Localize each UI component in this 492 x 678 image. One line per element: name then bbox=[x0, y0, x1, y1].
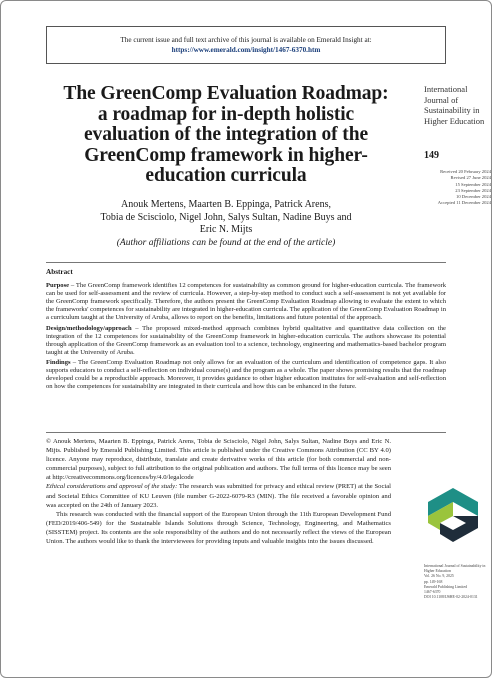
author-list bbox=[58, 199, 394, 237]
abstract-section bbox=[46, 268, 446, 393]
authors-line: Tobia de Scisciolo, Nigel John, Salys Sultan, Nadine Buys and bbox=[100, 211, 352, 223]
license-section bbox=[46, 437, 391, 546]
history-accepted: Accepted 11 December 2024 bbox=[437, 200, 491, 206]
authors-line: Anouk Mertens, Maarten B. Eppinga, Patrick Arens, bbox=[121, 199, 331, 210]
ethics-text: The research was submitted for privacy and ethical review (PRET) at the Social and Societal Ethics Committee of KU Leuven (file number G-2022-6079-R3 (MIN). The file received a favorable opinion and was accepted on the 24th of January 2023. bbox=[46, 483, 391, 509]
journal-name: International Journal of Sustainability in Higher Education bbox=[424, 84, 485, 126]
ethics-statement bbox=[46, 482, 391, 509]
authors-line: Eric N. Mijts bbox=[199, 224, 253, 235]
journal-url-link[interactable]: https://www.emerald.com/insight/1467-6370.htm bbox=[171, 46, 321, 54]
history-received: Received 20 February 2024 bbox=[440, 169, 491, 174]
access-notice-text: The current issue and full text archive of this journal is available on Emerald Insight at: bbox=[120, 36, 372, 44]
findings-label: Findings bbox=[46, 358, 71, 366]
imprint-journal: International Journal of Sustainability in Higher Education bbox=[424, 564, 486, 574]
funding-statement: This research was conducted with the financial support of the European Union through the 11th European Development Fund (FED/2019/406-549) for the Sustainable Islands Solutions through Science, Technology, Engineering, and Mathematics (SISSTEM) project. Its contents are the sole responsibility of the authors and do not necessarily reflect the views of the European Union. The authors would like to thank the interviewees for providing inputs and valuable insights into the issues discussed. bbox=[46, 510, 391, 546]
emerald-logo-icon bbox=[424, 486, 482, 544]
abstract-design bbox=[46, 325, 446, 357]
history-revised-4: 10 December 2024 bbox=[456, 194, 491, 200]
design-text: – The proposed mixed-method approach combines hybrid qualitative and quantitative data collection on the integration of the 12 competences for sustainability of the GreenComp framework in higher-education curricula. The authors showcase its potential through application of the GreenComp framework as an evaluation tool to a science, technology, engineering and mathematics-based bachelor program taught at the University of Aruba. bbox=[46, 324, 446, 356]
purpose-text: – The GreenComp framework identifies 12 competences for sustainability as common ground for higher-education curricula. The framework can be used for self-assessment and the review of curricula. However, a step-by-step method to conduct such a self-assessment is not yet available for the GreenComp framework specifically. Therefore, the authors present the GreenComp Evaluation Roadmap allowing to evaluate the extent to which the frameworks' competences for sustainability are integrated in higher-education curricula. The application of the GreenComp Evaluation Roadmap in a curriculum taught at the University of Aruba, allows to report on the benefits, limitations and future potential of the approach. bbox=[46, 282, 446, 322]
purpose-label: Purpose bbox=[46, 282, 70, 290]
journal-imprint bbox=[424, 564, 488, 600]
imprint-pages: pp. 149-168 bbox=[424, 579, 443, 584]
abstract-purpose bbox=[46, 282, 446, 322]
history-revised-1: Revised 27 June 2024 bbox=[450, 175, 491, 181]
imprint-publisher: Emerald Publishing Limited bbox=[424, 584, 468, 589]
design-label: Design/methodology/approach bbox=[46, 324, 132, 332]
findings-text: – The GreenComp Evaluation Roadmap not only allows for an evaluation of the curriculum and identification of competence gaps. It also supports educators to conduct a self-reflection on individual course(s) and the program as a whole. The paper shows promising results that the roadmap developed could be a reproducible approach. Moreover, it provides guidance to other higher education institutes for self-evaluation and self-reflection on how the competences for sustainability are integrated in their curricula and how this can be enhanced in the future. bbox=[46, 358, 446, 391]
abstract-heading: Abstract bbox=[46, 268, 73, 276]
imprint-issn: 1467-6370 bbox=[424, 590, 441, 595]
history-revised-3: 23 September 2024 bbox=[455, 187, 491, 193]
abstract-findings bbox=[46, 359, 446, 391]
access-notice-box bbox=[46, 26, 446, 64]
divider bbox=[46, 432, 446, 433]
divider bbox=[46, 262, 446, 263]
history-revised-2: 15 September 2024 bbox=[455, 181, 491, 187]
affiliation-note: (Author affiliations can be found at the end of the article) bbox=[116, 238, 336, 248]
article-history bbox=[413, 169, 491, 207]
copyright-text: © Anouk Mertens, Maarten B. Eppinga, Patrick Arens, Tobia de Scisciolo, Nigel John, Salys Sultan, Nadine Buys and Eric N. Mijts. Published by Emerald Publishing Limited. This article is published under the Creative Commons Attribution (CC BY 4.0) licence. Anyone may reproduce, distribute, translate and create derivative works of this article (for both commercial and non-commercial purposes), subject to full attribution to the original publication and authors. The full terms of this licence may be seen at http://creativecommons.org/licences/by/4.0/legalcode bbox=[46, 438, 391, 482]
article-title: The GreenComp Evaluation Roadmap: a roadmap for in-depth holistic evaluation of the integration of the GreenComp framework in higher-education curricula bbox=[63, 83, 389, 186]
imprint-doi[interactable]: DOI 10.1108/IJSHE-02-2024-0131 bbox=[424, 595, 478, 600]
ethics-label: Ethical considerations and approval of the study: bbox=[46, 483, 178, 491]
page-number: 149 bbox=[424, 150, 439, 161]
imprint-volume: Vol. 26 No. 9, 2025 bbox=[424, 574, 454, 579]
